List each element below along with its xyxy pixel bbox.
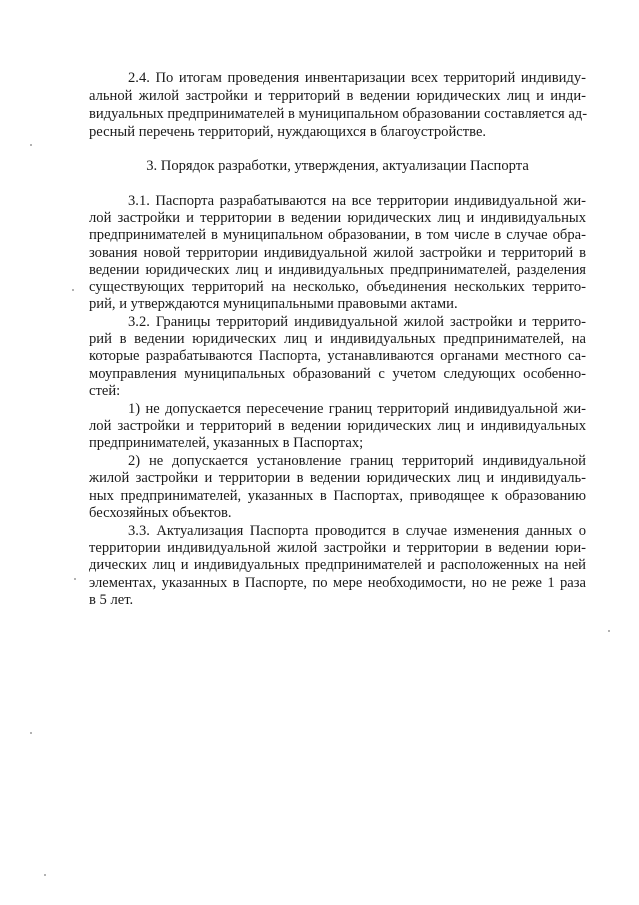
paragraph-3-1-line-7: рий, и утверждаются муниципальными правовыми актами.: [89, 296, 458, 312]
paragraph-2-4-line-3: видуальных предпринимателей в муниципальном образовании составляется ад-: [89, 106, 588, 122]
paragraph-3-1-line-5: ведении юридических лиц и индивидуальных предпринимателей, разделения: [89, 262, 586, 278]
list-item-1-line-1: 1) не допускается пересечение границ территорий индивидуальной жи-: [128, 401, 586, 417]
paragraph-3-2-line-1: 3.2. Границы территорий индивидуальной жилой застройки и террито-: [128, 314, 586, 330]
paragraph-3-2-line-5: стей:: [89, 383, 121, 399]
paragraph-3-3-line-4: элементах, указанных в Паспорте, по мере необходимости, но не реже 1 раза: [89, 575, 586, 591]
paragraph-3-3-line-5: в 5 лет.: [89, 592, 134, 608]
paragraph-3-1-line-6: существующих территорий на несколько, объединения нескольких террито-: [89, 279, 586, 295]
section-3-heading: 3. Порядок разработки, утверждения, актуализации Паспорта: [146, 158, 529, 174]
scan-speck: [30, 144, 32, 146]
scan-speck: [72, 289, 74, 291]
list-item-2-line-2: жилой застройки и территории в ведении юридических лиц и индивидуаль-: [89, 470, 586, 486]
scan-speck: [30, 732, 32, 734]
paragraph-3-2-line-2: рий в ведении юридических лиц и индивидуальных предпринимателей, на: [89, 331, 586, 347]
paragraph-3-2-line-3: которые разрабатываются Паспорта, устанавливаются органами местного са-: [89, 348, 586, 364]
scan-speck: [608, 630, 610, 632]
paragraph-3-1-line-1: 3.1. Паспорта разрабатываются на все территории индивидуальной жи-: [128, 193, 586, 209]
paragraph-2-4-line-1: 2.4. По итогам проведения инвентаризации всех территорий индивиду-: [128, 70, 586, 86]
paragraph-3-3-line-1: 3.3. Актуализация Паспорта проводится в случае изменения данных о: [128, 523, 586, 539]
paragraph-3-3-line-3: дических лиц и индивидуальных предпринимателей и расположенных на ней: [89, 557, 586, 573]
list-item-1-line-3: предпринимателей, указанных в Паспортах;: [89, 435, 364, 451]
list-item-2-line-4: бесхозяйных объектов.: [89, 505, 232, 521]
scan-speck: [44, 874, 46, 876]
list-item-1-line-2: лой застройки и территорий в ведении юридических лиц и индивидуальных: [89, 418, 586, 434]
scan-speck: [74, 578, 76, 580]
list-item-2-line-3: ных предпринимателей, указанных в Паспортах, приводящее к образованию: [89, 488, 586, 504]
paragraph-3-1-line-4: зования новой территории индивидуальной жилой застройки и территорий в: [89, 245, 586, 261]
paragraph-3-1-line-2: лой застройки и территории в ведении юридических лиц и индивидуальных: [89, 210, 586, 226]
paragraph-3-2-line-4: моуправления муниципальных образований с учетом следующих особенно-: [89, 366, 586, 382]
paragraph-2-4-line-2: альной жилой застройки и территорий в ведении юридических лиц и инди-: [89, 88, 586, 104]
paragraph-3-3-line-2: территории индивидуальной жилой застройки и территории в ведении юри-: [89, 540, 586, 556]
paragraph-2-4-line-4: ресный перечень территорий, нуждающихся в благоустройстве.: [89, 124, 487, 140]
list-item-2-line-1: 2) не допускается установление границ территорий индивидуальной: [128, 453, 586, 469]
paragraph-3-1-line-3: предпринимателей в муниципальном образовании, в том числе в случае обра-: [89, 227, 586, 243]
